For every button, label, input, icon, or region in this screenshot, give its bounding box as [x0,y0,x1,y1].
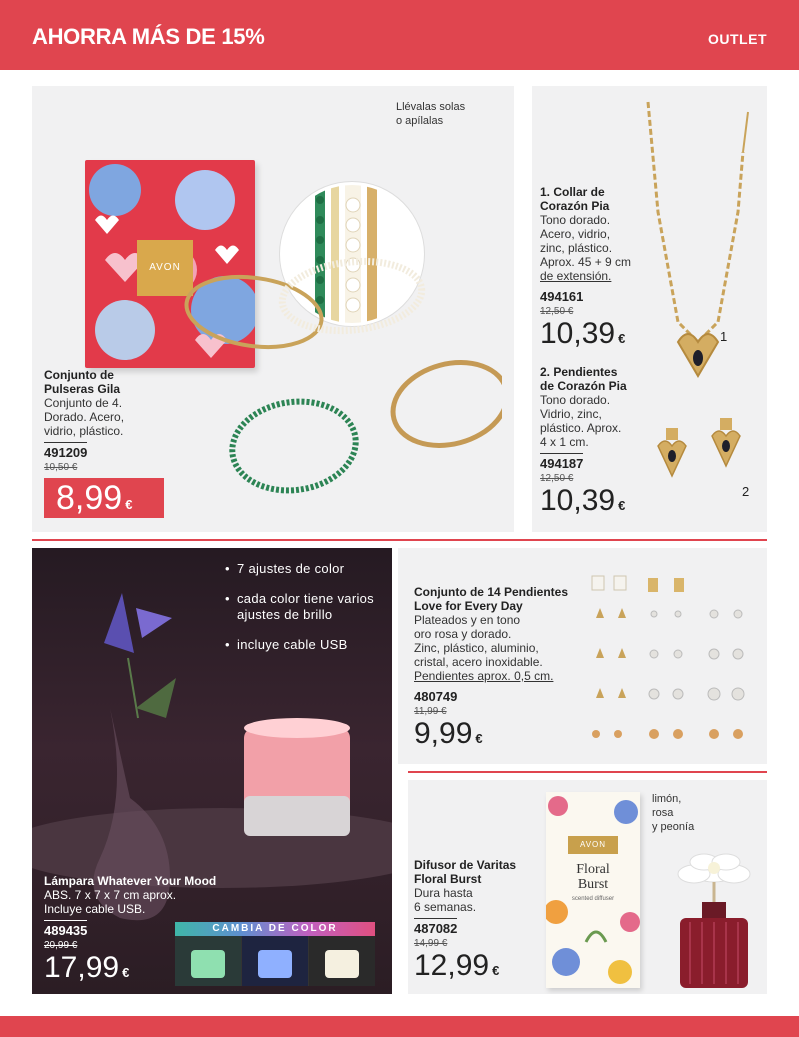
old-price: 11,99 € [414,706,447,717]
earring-set-panel [398,548,767,764]
product-title: Conjunto de Pulseras Gila [44,368,121,396]
earring-set-info [414,585,568,755]
product-code: 489435 [44,920,87,939]
lamp-color-variants-image [175,936,375,986]
bracelets-note: Llévalas solas o apílalas [396,101,466,127]
diffuser-bottle-image [664,852,764,992]
price: 10,39 € [540,484,626,517]
product-title: Lámpara Whatever Your Mood [44,874,217,888]
price: 9,99 € [414,717,483,750]
product-title: 1. Collar de Corazón Pia [540,185,610,213]
product-code: 480749 [414,689,458,704]
feature-item: • 7 ajustes de color [225,561,374,577]
section-divider [32,539,767,541]
earrings-image [652,416,752,496]
diffuser-panel [408,780,767,994]
section-divider [408,771,767,773]
price: 8,99 € [56,479,133,517]
old-price: 20,99 € [44,940,78,951]
bracelets-image [182,256,502,516]
product-description: Dura hasta 6 semanas. [414,886,477,914]
necklace-marker: 1 [720,329,728,344]
diffuser-brand-label: AVON [568,836,618,854]
product-description: Conjunto de 4. Dorado. Acero, vidrio, plástico. [44,396,125,438]
necklace-info [540,185,631,355]
product-title: Conjunto de 14 Pendientes Love for Every Day [414,585,569,613]
earring-set-image [584,570,754,750]
page-title: AHORRA MÁS DE 15% [32,24,265,49]
necklace-image [628,92,760,392]
footer-bar [0,1016,799,1037]
color-change-strip [175,922,375,986]
lamp-features-list [225,561,374,667]
bracelets-info [44,368,124,474]
product-code: 491209 [44,442,87,461]
product-description: Tono dorado. Acero, vidrio, zinc, plástico. Aprox. 45 + 9 cm de extensión. [540,213,632,283]
bracelets-price-box [44,478,164,518]
product-description: Plateados y en tono oro rosa y dorado. Zinc, plástico, aluminio, cristal, acero inoxidable. Pendientes aprox. 0,5 cm. [414,613,554,683]
diffuser-box-image [546,792,640,988]
bracelets-panel [32,86,514,532]
product-description: Tono dorado. Vidrio, zinc, plástico. Aprox. 4 x 1 cm. [540,393,622,449]
product-description: ABS. 7 x 7 x 7 cm aprox. Incluye cable USB. [44,888,177,916]
product-code: 494187 [540,453,583,472]
product-code: 494161 [540,289,584,304]
diffuser-box-name: Floral Burst [576,862,610,892]
necklace-panel [532,86,767,532]
diffuser-box-subtitle: scented diffuser [571,896,615,902]
old-price: 14,99 € [414,938,448,949]
diffuser-scent-note: limón, rosa y peonía [652,793,695,833]
section-label: OUTLET [708,31,767,47]
old-price: 10,50 € [44,462,78,473]
earrings-info [540,365,627,522]
price: 17,99 € [44,951,130,984]
price: 12,99 € [414,949,500,982]
avon-logo: AVON [137,240,193,296]
product-code: 487082 [414,918,457,937]
old-price: 12,50 € [540,306,574,317]
earrings-marker: 2 [742,484,750,499]
product-title: 2. Pendientes de Corazón Pia [540,365,627,393]
feature-item: • incluye cable USB [225,637,374,653]
feature-item: • cada color tiene varios ajustes de brillo [225,591,374,623]
old-price: 12,50 € [540,473,574,484]
color-change-label: CAMBIA DE COLOR [175,922,375,936]
product-title: Difusor de Varitas Floral Burst [414,858,517,886]
price: 10,39 € [540,317,626,350]
diffuser-info [414,858,516,987]
